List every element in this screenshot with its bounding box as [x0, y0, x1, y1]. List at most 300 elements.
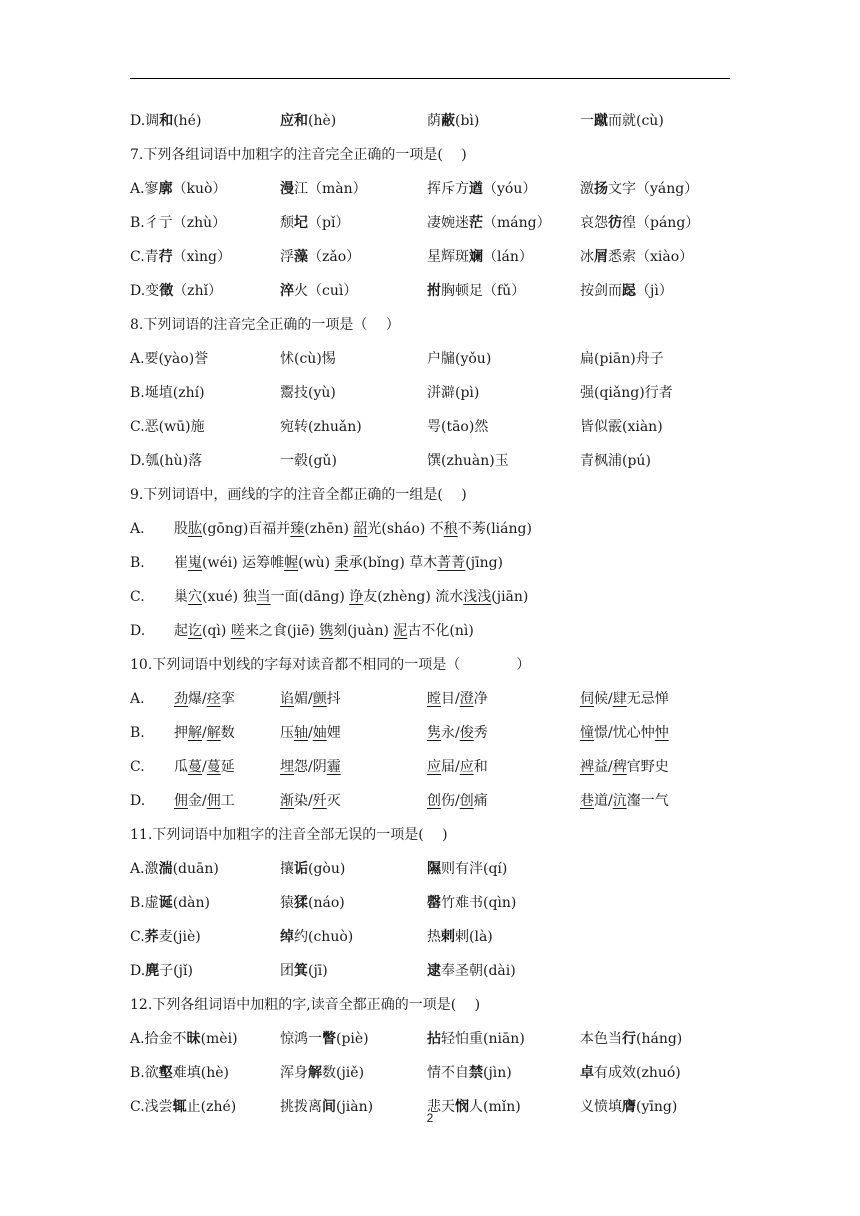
bold-char: 禁	[469, 1065, 483, 1081]
text-run: 净	[473, 691, 488, 707]
text-run: (hé)	[173, 113, 202, 129]
text-run: 崔	[160, 555, 188, 571]
text-run: 义愤填	[580, 1099, 622, 1115]
option-cell	[427, 920, 493, 954]
bold-char: 藻	[294, 249, 308, 265]
text-run: 户牖(yǒu)	[427, 351, 492, 367]
text-run: 不莠(liáng)	[457, 521, 532, 537]
text-run: (jiān)	[491, 589, 529, 605]
text-run: 憬/忧心忡	[594, 725, 655, 741]
text-run: 麦(jiè)	[158, 929, 201, 945]
underlined-char: 蔓	[188, 759, 202, 775]
text-run: A.寥	[130, 181, 159, 197]
underlined-char: 创	[459, 793, 474, 809]
bold-char: 诟	[294, 861, 308, 877]
text-run: 洴澼(pì)	[427, 385, 480, 401]
question-stem: 9.下列词语中，画线的字的注音全都正确的一组是( )	[130, 487, 467, 503]
text-run: 强(qiǎng)行者	[580, 385, 673, 401]
text-run: 刻(juàn)	[333, 623, 394, 639]
underlined-char: 肱	[188, 521, 202, 537]
bold-char: 诞	[158, 895, 173, 911]
bold-char: 间	[322, 1099, 336, 1115]
underlined-char: 浅浅	[463, 589, 492, 605]
text-run: 惊鸿一	[280, 1031, 322, 1047]
text-run: 火（cuì）	[294, 283, 358, 299]
bold-char: 逮	[427, 963, 441, 979]
option-cell	[130, 784, 235, 818]
option-cell	[580, 104, 664, 138]
text-run: 官野史	[626, 759, 669, 775]
bold-char: 茫	[469, 215, 483, 231]
text-run: (gòu)	[308, 861, 346, 877]
text-run: 痛	[473, 793, 488, 809]
option-row	[130, 852, 740, 886]
option-cell	[130, 852, 219, 886]
option-cell	[280, 274, 357, 308]
option-label: A.	[130, 691, 145, 707]
underlined-char: 憧	[580, 725, 594, 741]
underlined-char: 应	[427, 759, 441, 775]
bold-char: 遒	[469, 181, 483, 197]
text-run: 一毂(gǔ)	[280, 453, 337, 469]
text-run: （lán）	[483, 249, 533, 265]
option-cell	[427, 444, 509, 478]
option-text	[130, 614, 474, 648]
option-cell	[427, 1056, 512, 1090]
text-run: (gōng)百福并	[202, 521, 291, 537]
option-row	[130, 274, 740, 308]
option-cell	[580, 784, 669, 818]
option-label: A.	[130, 521, 145, 537]
text-run: 则有泮(qí)	[441, 861, 508, 877]
bold-char: 昧	[186, 1031, 201, 1047]
underlined-char: 歼	[312, 793, 327, 809]
text-run: 竹难书(qìn)	[441, 895, 517, 911]
option-row	[130, 342, 740, 376]
option-text	[130, 546, 503, 580]
header-rule	[130, 78, 730, 79]
option-cell	[580, 1056, 681, 1090]
text-run: 延	[220, 759, 235, 775]
bold-char: 悯	[455, 1099, 469, 1115]
option-line	[130, 580, 740, 614]
option-row	[130, 954, 740, 988]
text-run: 巢	[160, 589, 188, 605]
option-line	[130, 614, 740, 648]
text-run: 道/	[594, 793, 613, 809]
text-run: 永/	[441, 725, 460, 741]
option-cell	[280, 206, 349, 240]
text-run: 而就(cù)	[608, 113, 664, 129]
text-run: 古不化(nì)	[407, 623, 474, 639]
text-run: 媚/	[294, 691, 313, 707]
text-run: 浑身	[280, 1065, 308, 1081]
option-cell	[130, 274, 222, 308]
text-run: 胸顿足（fǔ）	[441, 283, 526, 299]
option-cell	[580, 716, 669, 750]
text-run: 一面(dāng)	[270, 589, 350, 605]
option-line	[130, 546, 740, 580]
underlined-char: 幄	[284, 555, 299, 571]
text-run: B.埏埴(zhí)	[130, 385, 205, 401]
text-run: 工	[220, 793, 235, 809]
option-cell	[130, 240, 231, 274]
option-cell	[130, 682, 235, 716]
question-stem: 8.下列词语的注音完全正确的一项是（ ）	[130, 317, 400, 333]
option-row	[130, 172, 740, 206]
option-cell	[427, 954, 516, 988]
underlined-char: 当	[256, 589, 271, 605]
option-label: D.	[130, 793, 146, 809]
option-cell	[427, 376, 479, 410]
text-run: 挛	[220, 691, 235, 707]
underlined-char: 菁菁	[437, 555, 466, 571]
text-run: （kuò）	[172, 181, 227, 197]
option-cell	[130, 172, 227, 206]
text-run: 压	[280, 725, 294, 741]
bold-char: 和	[159, 113, 174, 129]
text-run: 候/	[594, 691, 613, 707]
option-row	[130, 750, 740, 784]
text-run: 难填(hè)	[172, 1065, 229, 1081]
underlined-char: 穴	[188, 589, 202, 605]
option-row	[130, 444, 740, 478]
underlined-char: 泥	[393, 623, 408, 639]
option-cell	[580, 444, 651, 478]
text-run: （zǎo）	[308, 249, 361, 265]
text-run: 无忌惮	[626, 691, 669, 707]
text-run: C.恶(wū)施	[130, 419, 205, 435]
underlined-char: 应	[459, 759, 474, 775]
text-run: (bì)	[455, 113, 480, 129]
bold-char: 箕	[294, 963, 308, 979]
underlined-char: 解	[206, 725, 221, 741]
option-cell	[130, 376, 205, 410]
option-cell	[280, 750, 341, 784]
text-run: 挑拨离	[280, 1099, 322, 1115]
text-run: 颓	[280, 215, 294, 231]
underlined-char: 渐	[280, 793, 294, 809]
text-run: 来之食(jiē)	[244, 623, 320, 639]
underlined-char: 解	[188, 725, 202, 741]
option-cell	[130, 342, 208, 376]
bold-char: 卓	[580, 1065, 594, 1081]
text-run: 数(jiě)	[322, 1065, 365, 1081]
text-run: 热	[427, 929, 441, 945]
underlined-char: 嗟	[230, 623, 245, 639]
text-run: B.虚	[130, 895, 159, 911]
bold-char: 蔽	[441, 113, 455, 129]
option-row	[130, 410, 740, 444]
option-cell	[427, 410, 488, 444]
option-label: C.	[130, 759, 145, 775]
option-cell	[130, 206, 226, 240]
underlined-char: 蔓	[206, 759, 221, 775]
bold-char: 麂	[145, 963, 160, 979]
text-run: 激	[580, 181, 594, 197]
option-line	[130, 512, 740, 546]
text-run: (mèi)	[200, 1031, 238, 1047]
bold-char: 瞥	[322, 1031, 336, 1047]
text-run: 怵(cù)惕	[280, 351, 336, 367]
text-run: B.欲	[130, 1065, 159, 1081]
option-cell	[427, 206, 551, 240]
option-row	[130, 920, 740, 954]
option-cell	[130, 750, 235, 784]
text-run: （yóu）	[483, 181, 537, 197]
text-run: 抖	[326, 691, 341, 707]
text-run: 剌(là)	[455, 929, 493, 945]
text-run: /	[308, 725, 313, 741]
underlined-char: 颤	[312, 691, 327, 707]
text-run: (hè)	[308, 113, 337, 129]
text-run: （zhǐ）	[173, 283, 223, 299]
text-run: (qì)	[202, 623, 231, 639]
bold-char: 壑	[158, 1065, 173, 1081]
text-run: C.浅尝	[130, 1099, 173, 1115]
text-run: 徨（páng）	[622, 215, 700, 231]
text-run: 金/	[188, 793, 207, 809]
bold-char: 徵	[159, 283, 174, 299]
underlined-char: 澄	[459, 691, 474, 707]
underlined-char: 裨	[580, 759, 594, 775]
underlined-char: 伺	[580, 691, 594, 707]
text-run: (yīng)	[636, 1099, 678, 1115]
text-run: (jī)	[308, 963, 328, 979]
text-run: 目/	[441, 691, 460, 707]
underlined-char: 痉	[206, 691, 221, 707]
text-run: 起	[160, 623, 188, 639]
option-cell	[427, 716, 488, 750]
text-run: 团	[280, 963, 294, 979]
text-run: D.变	[130, 283, 160, 299]
question-stem: 7.下列各组词语中加粗字的注音完全正确的一项是( )	[130, 147, 467, 163]
option-cell	[427, 852, 507, 886]
option-cell	[280, 886, 345, 920]
underlined-char: 忡	[654, 725, 669, 741]
text-run: （jì）	[636, 283, 673, 299]
option-cell	[130, 1056, 229, 1090]
bold-char: 罄	[427, 895, 441, 911]
question-stem: 12.下列各组词语中加粗的字,读音全都正确的一项是( )	[130, 997, 481, 1013]
text-run: 按剑而	[580, 283, 622, 299]
option-cell	[280, 1022, 369, 1056]
text-run: 扁(piān)舟子	[580, 351, 664, 367]
bold-char: 膺	[622, 1099, 636, 1115]
option-cell	[580, 172, 698, 206]
text-run: 江（màn）	[294, 181, 367, 197]
underlined-char: 妯	[312, 725, 327, 741]
text-run: 凄婉迷	[427, 215, 469, 231]
option-label: D.	[130, 623, 146, 639]
underlined-char: 创	[427, 793, 441, 809]
bold-char: 漫	[280, 181, 294, 197]
underlined-char: 稂	[443, 521, 458, 537]
text-run: 数	[220, 725, 235, 741]
text-run: 灭	[326, 793, 341, 809]
underlined-char: 嵬	[188, 555, 202, 571]
underlined-char: 韶	[353, 521, 368, 537]
text-run: （xìng）	[172, 249, 232, 265]
option-row	[130, 206, 740, 240]
option-text	[130, 580, 528, 614]
option-cell	[427, 1022, 525, 1056]
text-run: 哀怨	[580, 215, 608, 231]
text-run: /	[202, 725, 207, 741]
bold-char: 拊	[427, 283, 441, 299]
bold-char: 屑	[594, 249, 608, 265]
option-cell	[427, 886, 516, 920]
option-cell	[130, 410, 205, 444]
underlined-char: 隽	[427, 725, 441, 741]
underlined-char: 佣	[206, 793, 221, 809]
bold-char: 蹴	[594, 113, 608, 129]
option-cell	[130, 920, 201, 954]
text-run: 承(bǐng) 草木	[348, 555, 438, 571]
option-cell	[427, 240, 533, 274]
option-cell	[427, 750, 488, 784]
text-run: 文字（yáng）	[608, 181, 699, 197]
option-label: B.	[130, 725, 145, 741]
text-run: /	[202, 759, 207, 775]
option-cell	[130, 886, 210, 920]
underlined-char: 霾	[326, 759, 341, 775]
text-run: (dàn)	[172, 895, 210, 911]
bold-char: 淬	[280, 283, 294, 299]
page-number: 2	[426, 1111, 434, 1125]
text-run: (zhēn)	[304, 521, 354, 537]
text-run: 届/	[441, 759, 460, 775]
text-run: 星辉斑	[427, 249, 469, 265]
text-run: (jìn)	[483, 1065, 512, 1081]
text-run: (jiàn)	[336, 1099, 374, 1115]
text-run: (duān)	[172, 861, 219, 877]
text-run: 爆/	[188, 691, 207, 707]
option-cell	[280, 716, 341, 750]
text-run: 鬻技(yù)	[280, 385, 336, 401]
text-run: 押	[160, 725, 188, 741]
text-run: 友(zhèng) 流水	[363, 589, 464, 605]
underlined-char: 沆	[612, 793, 627, 809]
text-run: 娌	[326, 725, 341, 741]
text-run: C.青	[130, 249, 159, 265]
text-run: A.激	[130, 861, 159, 877]
text-run: 情不自	[427, 1065, 469, 1081]
bold-char: 荇	[158, 249, 173, 265]
option-cell	[130, 1022, 238, 1056]
text-run: 馔(zhuàn)玉	[427, 453, 509, 469]
option-row	[130, 716, 740, 750]
text-run: (wù)	[298, 555, 335, 571]
text-run: (náo)	[308, 895, 345, 911]
text-run: D.瓠(hù)落	[130, 453, 203, 469]
text-run: 奉圣朝(dài)	[441, 963, 516, 979]
option-label: C.	[130, 589, 145, 605]
option-cell	[130, 716, 235, 750]
option-cell	[280, 682, 341, 716]
text-run	[160, 691, 174, 707]
option-row	[130, 104, 740, 138]
bold-char: 跽	[622, 283, 636, 299]
option-cell	[580, 750, 669, 784]
text-run: 人(mǐn)	[469, 1099, 521, 1115]
bold-char: 荞	[144, 929, 159, 945]
option-cell	[280, 784, 341, 818]
text-run: 伤/	[441, 793, 460, 809]
text-run: 宛转(zhuǎn)	[280, 419, 362, 435]
text-run	[160, 793, 174, 809]
text-run: 一	[580, 113, 594, 129]
bold-char: 绰	[280, 929, 294, 945]
option-cell	[580, 410, 663, 444]
bold-char: 猱	[294, 895, 308, 911]
text-run: 止(zhé)	[186, 1099, 237, 1115]
option-cell	[427, 682, 488, 716]
bold-char: 和	[294, 113, 308, 129]
bold-char: 湍	[158, 861, 173, 877]
underlined-char: 瞠	[427, 691, 441, 707]
text-run: 本色当	[580, 1031, 622, 1047]
underlined-char: 劲	[174, 691, 188, 707]
text-run: （máng）	[483, 215, 551, 231]
text-run: 秀	[473, 725, 488, 741]
option-cell	[130, 954, 193, 988]
text-run: 猿	[280, 895, 294, 911]
text-run: A.拾金不	[130, 1031, 187, 1047]
option-cell	[130, 104, 201, 138]
underlined-char: 佣	[174, 793, 188, 809]
option-cell	[280, 172, 367, 206]
bold-char: 廓	[158, 181, 173, 197]
text-run: 染/	[294, 793, 313, 809]
underlined-char: 秉	[334, 555, 349, 571]
text-run: (jīng)	[465, 555, 504, 571]
bold-char: 行	[622, 1031, 636, 1047]
text-run: (piè)	[336, 1031, 369, 1047]
option-row	[130, 240, 740, 274]
option-cell	[130, 444, 202, 478]
option-cell	[280, 104, 336, 138]
option-cell	[280, 240, 360, 274]
underlined-char: 俊	[459, 725, 474, 741]
text-run: B.彳亍（zhù）	[130, 215, 227, 231]
text-run: （pǐ）	[308, 215, 350, 231]
option-cell	[427, 104, 479, 138]
option-cell	[427, 172, 536, 206]
bold-char: 拈	[427, 1031, 441, 1047]
underlined-char: 谄	[280, 691, 294, 707]
option-cell	[280, 342, 336, 376]
text-run: 和	[473, 759, 488, 775]
text-run: 轻怕重(niān)	[441, 1031, 525, 1047]
bold-char: 辄	[172, 1099, 187, 1115]
text-run: 浮	[280, 249, 294, 265]
text-run: 股	[160, 521, 188, 537]
text-run: 约(chuò)	[294, 929, 354, 945]
bold-char: 彷	[608, 215, 622, 231]
question-stem: 11.下列词语中加粗字的注音全部无误的一项是( )	[130, 827, 448, 843]
text-run: (wéi) 运筹帷	[202, 555, 285, 571]
option-cell	[580, 206, 699, 240]
text-run: (xué) 独	[202, 589, 257, 605]
option-row	[130, 1056, 740, 1090]
underlined-char: 稗	[612, 759, 627, 775]
underlined-char: 讫	[188, 623, 202, 639]
text-run: D.	[130, 963, 146, 979]
text-run: 攘	[280, 861, 294, 877]
bold-char: 解	[308, 1065, 322, 1081]
underlined-char: 肆	[612, 691, 627, 707]
